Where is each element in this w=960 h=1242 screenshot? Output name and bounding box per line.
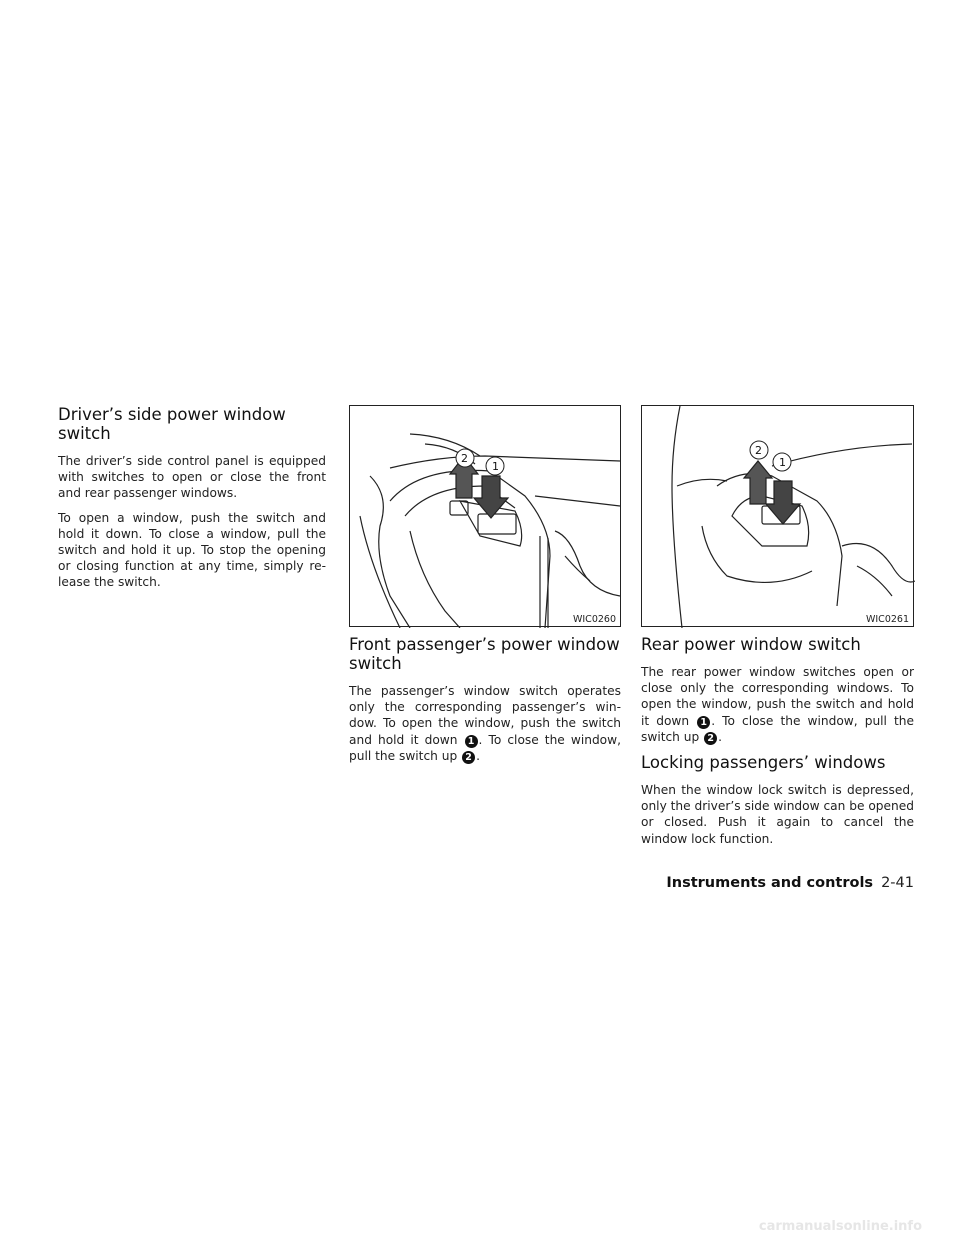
text-fragment: . xyxy=(718,729,722,744)
figure-code: WIC0261 xyxy=(865,614,909,625)
paragraph-rear-window xyxy=(641,664,914,745)
circled-number-2: 2 xyxy=(704,732,717,745)
paragraph-front-passenger xyxy=(349,683,621,764)
text-fragment: The rear power window switches open or close only the corresponding windows. To open the window, push the switch and hold it down xyxy=(641,665,914,728)
rear-switch-illustration xyxy=(642,406,915,628)
front-switch-illustration xyxy=(350,406,622,628)
figure-rear-switch xyxy=(641,405,914,627)
paragraph-locking-windows: When the window lock switch is depressed, only the driver’s side window can be opened or closed. Push it again to cancel the window lock function. xyxy=(641,783,914,846)
column-right xyxy=(641,405,914,855)
figure-label-2: 2 xyxy=(755,444,762,457)
section-heading-driver-window: Driver’s side power window switch xyxy=(58,405,286,443)
text-fragment: . To close the window, pull the switch up xyxy=(641,713,914,744)
figure-code: WIC0260 xyxy=(572,614,616,625)
section-heading-front-passenger: Front passenger’s power window switch xyxy=(349,635,620,673)
figure-label-2: 2 xyxy=(461,452,468,465)
figure-front-switch xyxy=(349,405,621,627)
circled-number-2: 2 xyxy=(462,751,475,764)
circled-number-1: 1 xyxy=(697,716,710,729)
page-number: 2-41 xyxy=(881,875,914,891)
column-middle xyxy=(349,405,621,772)
text-fragment: . To close the window, pull the switch up xyxy=(349,732,621,763)
section-heading-rear-window: Rear power window switch xyxy=(641,635,861,654)
page-footer xyxy=(666,875,914,891)
footer-section-title: Instruments and controls xyxy=(666,875,874,891)
paragraph-driver-panel: The driver’s side control panel is equipped with switches to open or close the front and rear passenger windows. xyxy=(58,454,326,501)
section-heading-locking-windows: Locking passengers’ windows xyxy=(641,753,886,773)
circled-number-1: 1 xyxy=(465,735,478,748)
text-fragment: The passenger’s window switch operates only the corresponding passenger’s win- dow. To open the window, push the switch and hold it down xyxy=(349,684,621,747)
text-fragment: . xyxy=(476,748,480,763)
figure-label-1: 1 xyxy=(779,456,786,469)
paragraph-driver-instructions: To open a window, push the switch and hold it down. To close a window, pull the switch and hold it up. To stop the opening or closing function at any time, simply re- lease the switch. xyxy=(58,510,326,590)
figure-label-1: 1 xyxy=(492,460,499,473)
column-left xyxy=(58,405,326,599)
watermark: carmanualsonline.info xyxy=(758,1219,922,1234)
